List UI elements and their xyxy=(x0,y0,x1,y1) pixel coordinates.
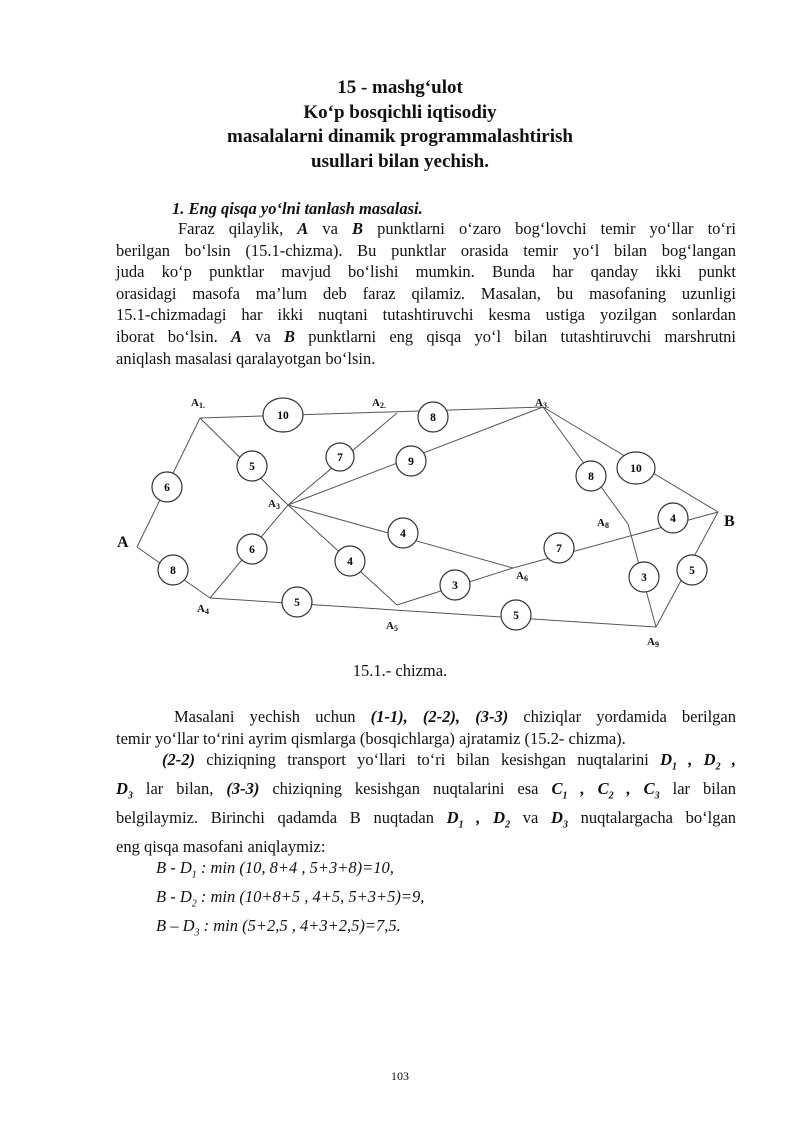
svg-text:9: 9 xyxy=(408,456,414,468)
node-label-a3: A3 xyxy=(268,498,280,511)
edge-weight xyxy=(158,555,188,585)
svg-text:5: 5 xyxy=(513,610,519,622)
formula-line: B - $D_2$ : min (10+8+5 , 4+5, 5+3+5)=9, xyxy=(156,886,425,910)
formula-line: B - $D_1$ : min (10, 8+4 , 5+3+8)=10, xyxy=(156,858,394,881)
formula-block xyxy=(156,857,424,943)
node-label-a1: A1. xyxy=(191,397,205,410)
paragraph-line: iborat bo‘lsin. A va B punktlarni eng qisqa yo‘l bilan tutashtiruvchi marshrutni xyxy=(116,326,736,346)
weight-circles xyxy=(152,398,707,630)
page-number: 103 xyxy=(391,1069,409,1083)
edge-weight xyxy=(501,600,531,630)
edge-weight xyxy=(326,443,354,471)
svg-text:8: 8 xyxy=(588,471,594,483)
edge-weight xyxy=(282,587,312,617)
title-line-3: masalalarni dinamik programmalashtirish xyxy=(227,126,573,147)
edge-weight xyxy=(418,402,448,432)
node-label-a8: A8 xyxy=(597,517,609,530)
svg-text:5: 5 xyxy=(294,597,300,609)
svg-text:5: 5 xyxy=(689,565,695,577)
edge-weight xyxy=(388,518,418,548)
paragraph-line: Faraz qilaylik, A va B punktlarni o‘zaro bog‘lovchi temir yo‘llar to‘ri xyxy=(178,219,736,238)
edge-weight xyxy=(237,451,267,481)
edge-weight xyxy=(335,546,365,576)
svg-text:7: 7 xyxy=(556,543,562,555)
svg-text:6: 6 xyxy=(249,544,255,556)
title-line-1: 15 - mashg‘ulot xyxy=(337,77,463,98)
paragraph-line: belgilaymiz. Birinchi qadamda B nuqtadan $D_1$ , $D_2$ va $D_3$ nuqtalargacha bo‘lgan xyxy=(116,807,737,831)
svg-text:5: 5 xyxy=(249,461,255,473)
edge-weight xyxy=(658,503,688,533)
svg-text:10: 10 xyxy=(277,410,289,422)
paragraph-line: orasidagi masofa ma’lum deb faraz qilamiz. Masalan, bu masofaning uzunligi xyxy=(116,283,736,303)
node-label-b: B xyxy=(724,513,735,530)
svg-text:4: 4 xyxy=(670,513,676,525)
paragraph-line: (2-2) chiziqning transport yo‘llari to‘ri bilan kesishgan nuqtalarini $D_1$ , $D_2$ , xyxy=(162,750,736,773)
node-label-a9: A9 xyxy=(647,636,659,649)
svg-text:3: 3 xyxy=(641,572,647,584)
paragraph-2 xyxy=(116,706,736,857)
paragraph-line: eng qisqa masofani aniqlaymiz: xyxy=(116,836,326,856)
title-line-2: Ko‘p bosqichli iqtisodiy xyxy=(303,101,497,123)
paragraph-line: $D_3$ lar bilan, (3-3) chiziqning kesishgan nuqtalarini esa $C_1$ , $C_2$ , $C_3$ lar bilan xyxy=(116,779,737,802)
formula-line: B – $D_3$ : min (5+2,5 , 4+3+2,5)=7,5. xyxy=(156,915,401,938)
node-labels xyxy=(117,397,735,649)
edge-weight xyxy=(152,472,182,502)
node-label-a3-top: A3. xyxy=(535,397,549,410)
svg-text:4: 4 xyxy=(347,556,353,568)
figure-caption: 15.1.- chizma. xyxy=(352,661,448,680)
node-label-a6: A6 xyxy=(516,570,528,583)
node-label-a2: A2. xyxy=(372,397,386,410)
svg-text:10: 10 xyxy=(630,463,642,475)
edge-weight xyxy=(617,452,655,484)
edge-weight xyxy=(544,533,574,563)
edge-weight xyxy=(396,446,426,476)
paragraph-line: Masalani yechish uchun (1-1), (2-2), (3-3) chiziqlar yordamida berilgan xyxy=(174,707,736,726)
svg-text:3: 3 xyxy=(452,580,458,592)
paragraph-1 xyxy=(116,218,736,369)
svg-text:7: 7 xyxy=(337,452,343,464)
node-label-a5: A5 xyxy=(386,620,398,633)
edge-weight xyxy=(677,555,707,585)
network-diagram xyxy=(0,380,800,660)
svg-text:4: 4 xyxy=(400,528,406,540)
edge-weight xyxy=(263,398,303,432)
paragraph-line: 15.1-chizmadagi har ikki nuqtani tutashtiruvchi kesma ustiga yozilgan sonlardan xyxy=(116,305,736,325)
edge-weight xyxy=(576,461,606,491)
svg-text:6: 6 xyxy=(164,482,170,494)
edge-weight xyxy=(237,534,267,564)
paragraph-line: juda ko‘p punktlar mavjud bo‘lishi mumkin. Bunda har qanday ikki punkt xyxy=(116,262,736,282)
diagram-edges xyxy=(137,407,718,627)
edge-weight xyxy=(629,562,659,592)
paragraph-line: aniqlash masalasi qaralayotgan bo‘lsin. xyxy=(116,348,376,368)
svg-text:8: 8 xyxy=(430,412,436,424)
node-label-a4: A4 xyxy=(197,603,209,616)
paragraph-line: berilgan bo‘lsin (15.1-chizma). Bu punktlar orasida temir yo‘l bilan bog‘langan xyxy=(116,240,736,260)
node-label-a: A xyxy=(117,534,129,551)
paragraph-line: temir yo‘llar to‘rini ayrim qismlarga (bosqichlarga) ajratamiz (15.2- chizma). xyxy=(116,728,626,748)
svg-text:8: 8 xyxy=(170,565,176,577)
section-heading: 1. Eng qisqa yo‘lni tanlash masalasi. xyxy=(172,199,423,218)
edge-weight xyxy=(440,570,470,600)
page-title xyxy=(0,76,800,174)
title-line-4: usullari bilan yechish. xyxy=(311,150,489,172)
